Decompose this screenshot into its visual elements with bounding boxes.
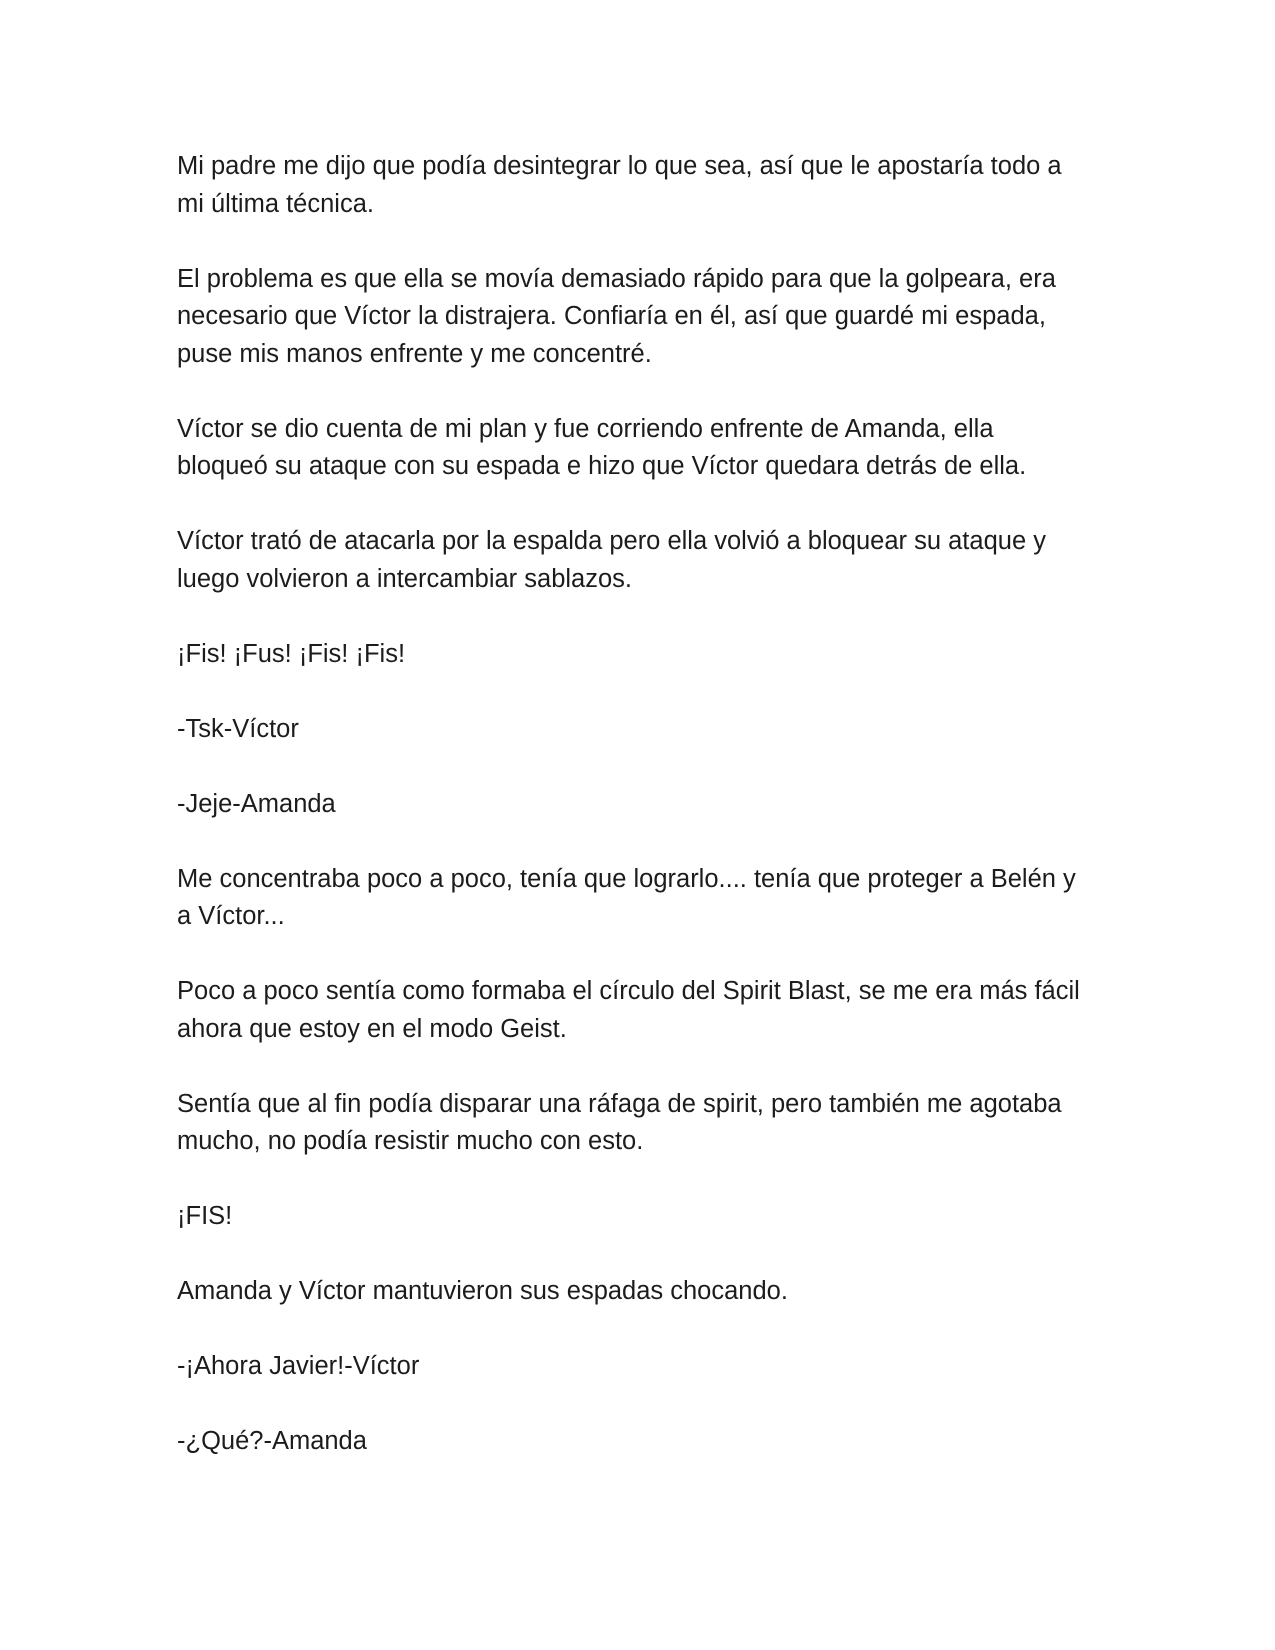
paragraph: Mi padre me dijo que podía desintegrar lo que sea, así que le apostaría todo a mi última técnica. (177, 152, 1062, 218)
paragraph: Sentía que al fin podía disparar una ráfaga de spirit, pero también me agotaba mucho, no podía resistir mucho con esto. (177, 1089, 1062, 1155)
paragraph: Víctor trató de atacarla por la espalda pero ella volvió a bloquear su ataque y luego volvieron a intercambiar sablazos. (177, 527, 1046, 593)
document-body (177, 148, 1082, 1461)
paragraph: El problema es que ella se movía demasiado rápido para que la golpeara, era necesario que Víctor la distrajera. Confiaría en él, así que guardé mi espada, puse mis manos enfrente y me concentré. (177, 264, 1056, 368)
dialogue-line: -Jeje-Amanda (177, 789, 336, 818)
sound-effect-line: ¡FIS! (177, 1202, 233, 1230)
paragraph: Amanda y Víctor mantuvieron sus espadas chocando. (177, 1277, 788, 1305)
paragraph: Poco a poco sentía como formaba el círculo del Spirit Blast, se me era más fácil ahora que estoy en el modo Geist. (177, 977, 1080, 1043)
paragraph: Me concentraba poco a poco, tenía que lograrlo.... tenía que proteger a Belén y a Víctor... (177, 864, 1076, 930)
sound-effect-line: ¡Fis! ¡Fus! ¡Fis! ¡Fis! (177, 639, 406, 668)
dialogue-line: -Tsk-Víctor (177, 714, 299, 743)
dialogue-line: -¿Qué?-Amanda (177, 1427, 367, 1455)
dialogue-line: -¡Ahora Javier!-Víctor (177, 1352, 420, 1380)
paragraph: Víctor se dio cuenta de mi plan y fue corriendo enfrente de Amanda, ella bloqueó su ataque con su espada e hizo que Víctor quedara detrás de ella. (177, 414, 1027, 480)
